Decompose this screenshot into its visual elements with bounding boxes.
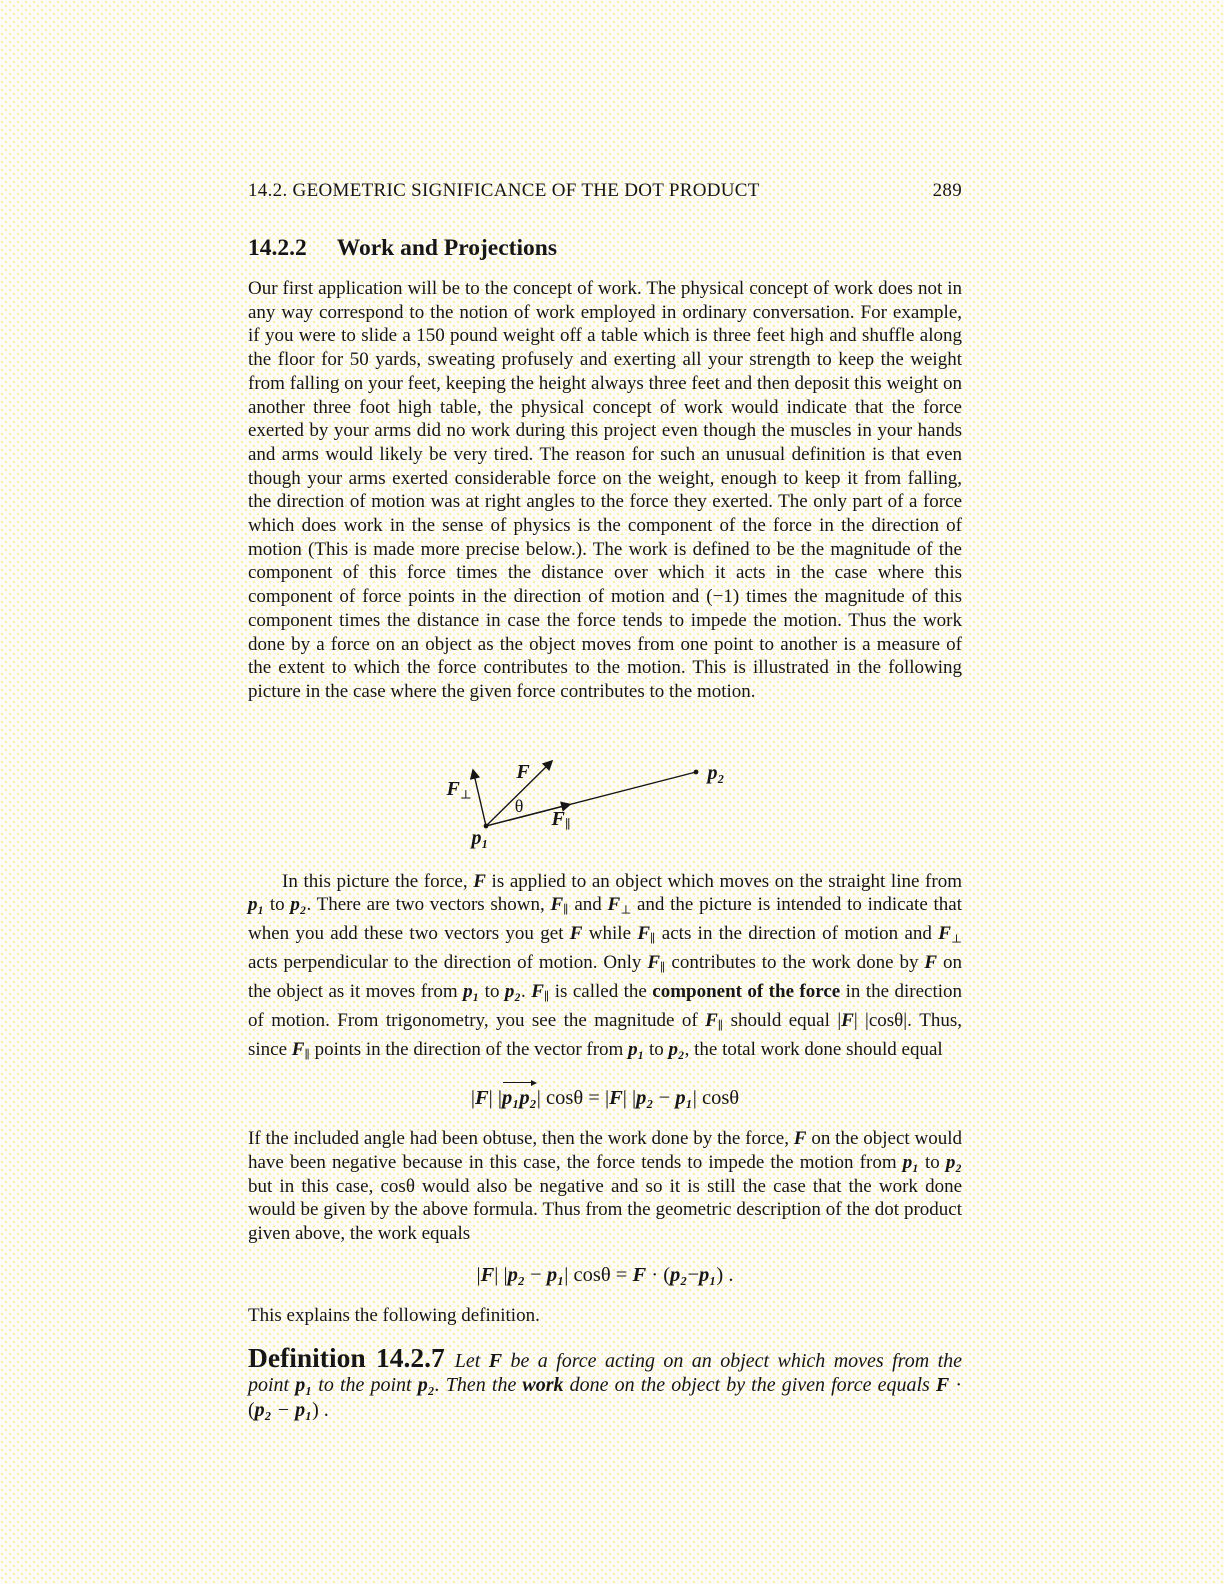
definition-body: Let F be a force acting on an object which moves from the point p₁ to the point p₂. Then the work done on the object by the given force equals F · (p₂ − p₁) .: [248, 1349, 962, 1421]
running-header: [248, 180, 962, 202]
equation-dot-product: |F| |p₂ − p₁| cosθ = F · (p₂−p₁) .: [476, 1263, 734, 1286]
section-number: 14.2.2: [248, 235, 307, 261]
point-p2-dot: [694, 769, 699, 774]
paragraph-obtuse-angle: If the included angle had been obtuse, then the work done by the force, F on the object would have been negative because in this case, the force tends to impede the motion from p₁ to p₂ but in this case, cosθ would also be negative and so it is still the case that the work done would be given by the above formula. Thus from the geometric description of the dot product given above, the work equals: [248, 1128, 962, 1245]
equation-work-cos: |F| |p₁p₂| cosθ = |F| |p₂ − p₁| cosθ: [248, 1082, 962, 1112]
page-number: 289: [932, 180, 962, 201]
definition-heading: Definition 14.2.7: [248, 1341, 445, 1373]
paragraph-work-intro: Our first application will be to the concept of work. The physical concept of work does not in any way correspond to the notion of work employed in ordinary conversation. For example, if you were to slide a 150 pound weight off a table which is three feet high and shuffle along the floor for 50 yards, sweating profusely and exerting all your strength to keep the weight from falling on your feet, keeping the height always three feet and then deposit this weight on another three foot high table, the physical concept of work would indicate that the force exerted by your arms did no work during this project even though the muscles in your hands and arms would likely be very tired. The reason for such an unusual definition is that even though your arms exerted considerable force on the weight, enough to keep it from falling, the direction of motion was at right angles to the force they exerted. The only part of a force which does work in the sense of physics is the component of the force in the direction of motion (This is made more precise below.). The work is defined to be the magnitude of the component of this force times the distance over which it acts in the case where this component of force points in the direction of motion and (−1) times the magnitude of this component times the distance in case the force tends to impede the motion. Thus the work done by a force on an object as the object moves from one point to another is a measure of the extent to which the force contributes to the motion. This is illustrated in the following picture in the case where the given force contributes to the motion.: [248, 278, 962, 702]
force-vector-figure: [435, 732, 775, 850]
paragraph-explains-definition: This explains the following definition.: [248, 1304, 540, 1326]
section-title: Work and Projections: [336, 235, 557, 261]
definition-block: [248, 1341, 962, 1423]
label-F-perp: $F_\perp$: [446, 777, 472, 802]
label-p2: p₂: [707, 761, 725, 784]
paragraph-picture-discussion: In this picture the force, F is applied to an object which moves on the straight line from p₁ to p₂. There are two vectors shown, $F_\parallel$ and $F_\perp$ and the picture is intended to indicate that when you add these two vectors you get F while $F_\parallel$ acts in the direction of motion and $F_\perp$ acts perpendicular to the direction of motion. Only $F_\parallel$ contributes to the work done by F on the object as it moves from p₁ to p₂. $F_\parallel$ is called the component of the force in the direction of motion. From trigonometry, you see the magnitude of $F_\parallel$ should equal |F| |cosθ|. Thus, since $F_\parallel$ points in the direction of the vector from p₁ to p₂, the total work done should equal: [248, 870, 963, 1062]
vector-F-perp-arrow: [473, 770, 486, 826]
label-F: F: [516, 760, 530, 783]
section-heading: [248, 235, 962, 262]
label-F-parallel: $F_\parallel$: [551, 807, 571, 832]
label-theta: θ: [514, 795, 524, 816]
label-p1: p₁: [471, 826, 489, 849]
running-header-section: 14.2. GEOMETRIC SIGNIFICANCE OF THE DOT PRODUCT: [248, 180, 760, 201]
